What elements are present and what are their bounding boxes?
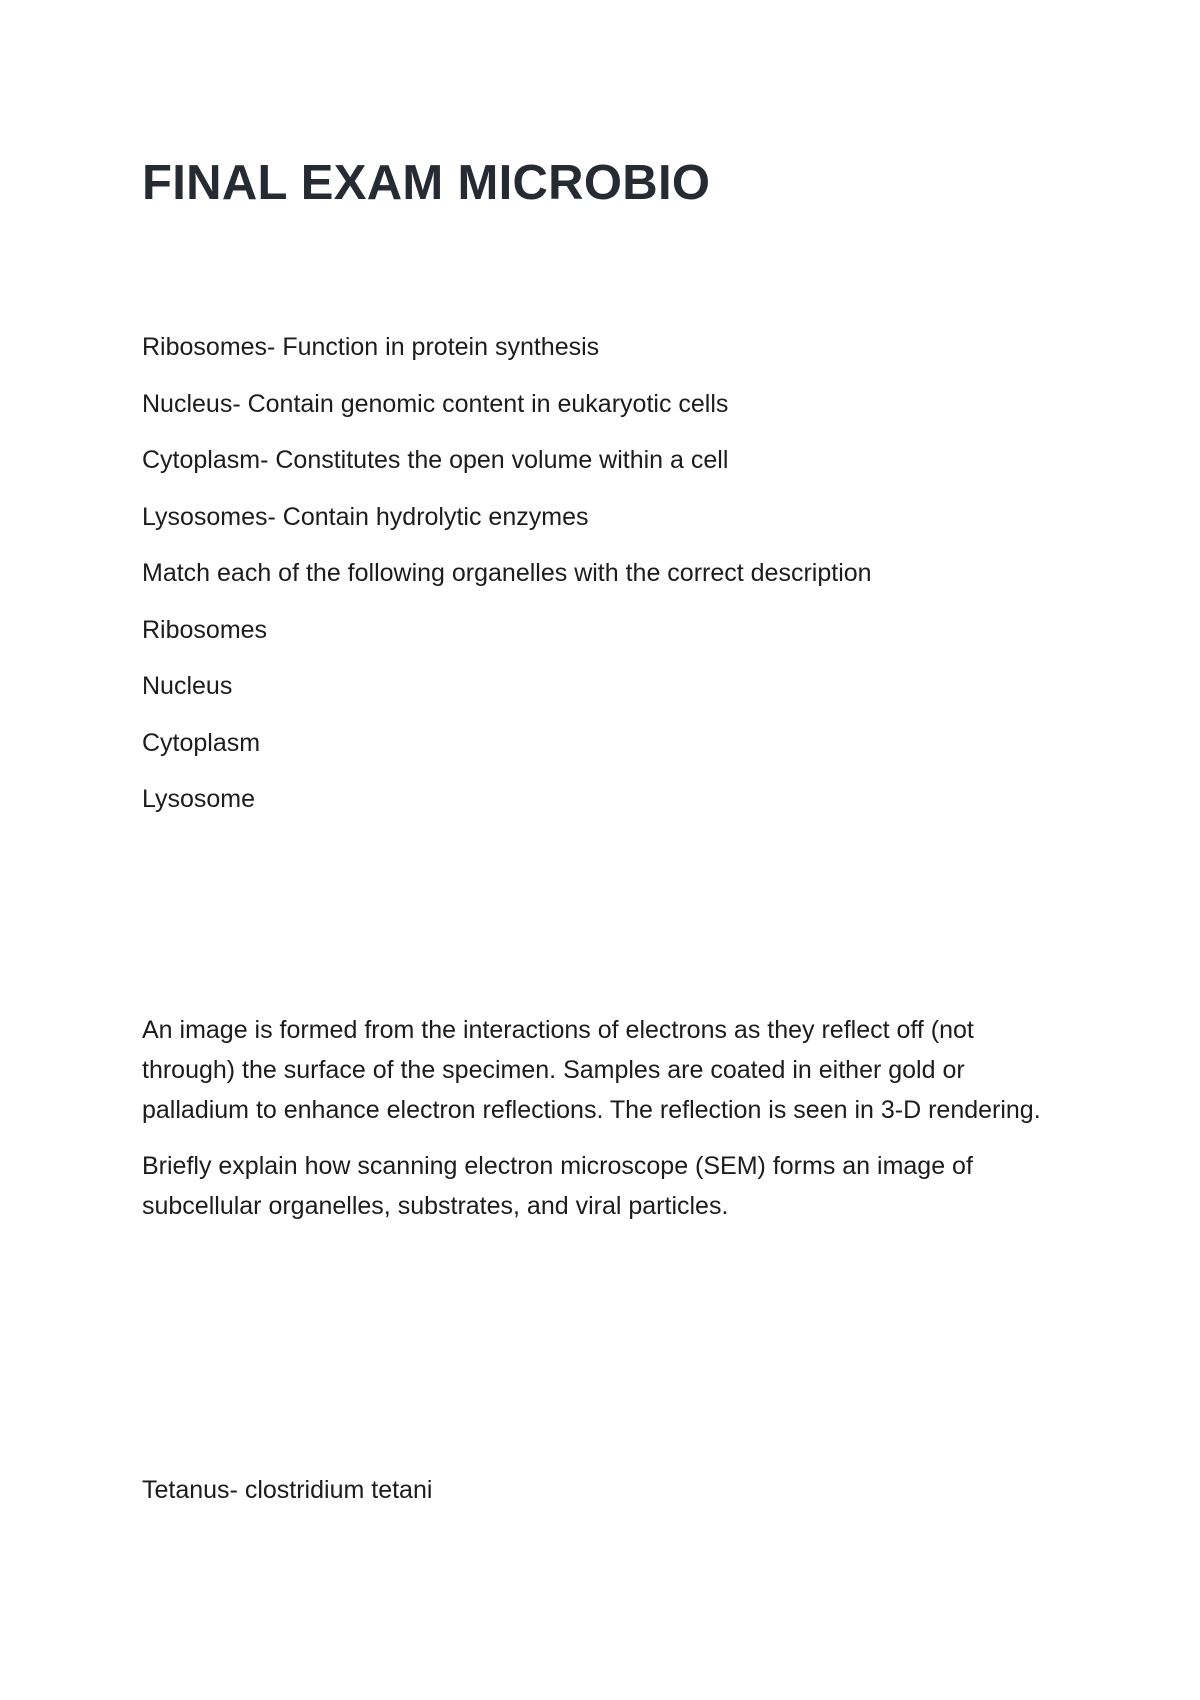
tetanus-answer: Tetanus- clostridium tetani	[142, 1476, 433, 1504]
page-title: FINAL EXAM MICROBIO	[142, 156, 711, 210]
answer-ribosomes: Ribosomes- Function in protein synthesis	[142, 333, 600, 361]
option-nucleus: Nucleus	[142, 672, 233, 700]
answer-cytoplasm: Cytoplasm- Constitutes the open volume within a cell	[142, 446, 729, 474]
option-cytoplasm: Cytoplasm	[142, 729, 261, 757]
answer-nucleus: Nucleus- Contain genomic content in eukaryotic cells	[142, 390, 729, 418]
sem-question: Briefly explain how scanning electron microscope (SEM) forms an image of subcellular organelles, substrates, and viral particles.	[142, 1152, 973, 1220]
answer-lysosomes: Lysosomes- Contain hydrolytic enzymes	[142, 503, 589, 531]
question-match: Match each of the following organelles with the correct description	[142, 559, 872, 587]
sem-answer: An image is formed from the interactions of electrons as they reflect off (not through) the surface of the specimen. Samples are coated in either gold or palladium to enhance electron reflections. The reflection is seen in 3-D rendering.	[142, 1016, 1041, 1124]
option-ribosomes: Ribosomes	[142, 616, 268, 644]
option-lysosome: Lysosome	[142, 785, 256, 813]
